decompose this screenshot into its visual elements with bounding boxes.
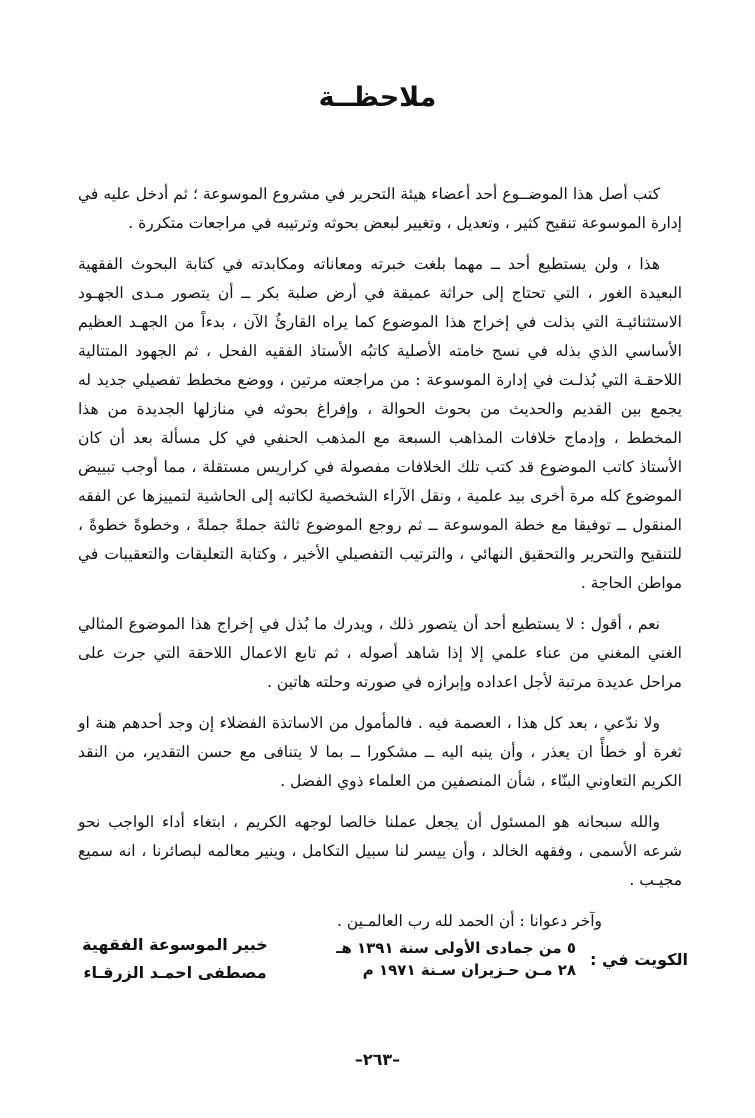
dates <box>336 937 576 981</box>
date-gregorian: ٢٨ مـن حـزيران سـنة ١٩٧١ م <box>362 961 577 979</box>
footer <box>60 925 688 995</box>
paragraph-humility: ولا ندّعي ، بعد كل هذا ، العصمة فيه . فالمأمول من الاساتذة الفضلاء إن وجد أحدهم هنة او ثغرة أو خطأً ان يعذر ، وأن ينبه اليه ــ مشكورا ــ بما لا يتنافى مع حسن التقدير، من النقد الكريم التعاوني البنّاء ، شأن المنصفين من العلماء ذوي الفضل . <box>78 714 682 790</box>
page-title: ملاحظــة <box>318 82 437 113</box>
page-number: –٢٦٣– <box>354 1050 401 1069</box>
place-label: الكويت في : <box>590 949 688 969</box>
signature-name: مصطفى احمـد الزرقـاء <box>83 963 267 982</box>
paragraph-affirmation: نعم ، أقول : لا يستطيع أحد أن يتصور ذلك ، ويدرك ما بُذل في إخراج هذا الموضوع المثالي الغني المغني من عناء علمي إلا إذا شاهد أصوله ، ثم تابع الاعمال اللاحقة التي جرت على مراحل عديدة مرتبة لأجل اعداده وإبرازه في صورته وحلته هاتين . <box>78 615 682 691</box>
signature-block <box>60 931 290 987</box>
place-date-block <box>336 937 688 981</box>
paragraph-effort: هذا ، ولن يستطيع أحد ــ مهما بلغت خبرته ومعاناته ومكابدته في كتابة البحوث الفقهية البعيدة الغور ، التي تحتاج إلى حراثة عميقة في أرض صلبة بكر ــ أن يتصور مـدى الجهـود الاستثنائيـة التي بذلت في إخراج هذا الموضوع كما يراه القارئُ الآن ، بدءاً من الجهـد العظيم الأساسي الذي بذله في نسج خامته الأصلية كاتبُه الأستاذ الفقيه الفحل ، ثم الجهود المتتالية اللاحقـة التي بُذلـت في إدارة الموسوعة : من مراجعته مرتين ، ووضع مخطط تفصيلي جديد له يجمع بين القديم والحديث من بحوث الحوالة ، وإفراغ بحوثه في منازلها الجديدة من هذا المخطط ، وإدماج خلافات المذاهب السبعة مع المذهب الحنفي في كل مسألة بعد أن كان الأستاذ كاتب الموضوع قد كتب تلك الخلافات مفصولة في كراريس مستقلة ، مما أوجب تبييض الموضوع كله مرة أخرى بيد علمية ، ونقل الآراء الشخصية لكاتبه إلى الحاشية لتمييزها عن الفقه المنقول ــ توفيقا مع خطة الموسوعة ــ ثم روجع الموضوع ثالثة جملةً جملةً ، وخطوةً خطوةً ، للتنقيح والتحرير والتحقيق النهائي ، والترتيب التفصيلي الأخير ، وكتابة التعليقات والتعقيبات في مواطن الحاجة . <box>78 255 682 592</box>
date-hijri: ٥ من جمادى الأولى سنة ١٣٩١ هـ <box>336 939 577 957</box>
signature-title: خبير الموسوعة الفقهية <box>82 935 268 954</box>
paragraph-prayer: والله سبحانه هو المسئول أن يجعل عملنا خالصا لوجهه الكريم ، ابتغاء أداء الواجب نحو شرعه الأسمى ، وفقهه الخالد ، وأن ييسر لنا سبيل التكامل ، وينير معالمه لبصائرنا ، انه سميع مجيـب . <box>78 813 682 889</box>
closing-line: وآخر دعوانا : أن الحمد لله رب العالمـين . <box>337 912 602 930</box>
paragraph-origin: كتب أصل هذا الموضــوع أحد أعضاء هيئة التحرير في مشروع الموسوعة ؛ ثم أدخل عليه في إدارة الموسوعة تنقيح كثير ، وتعديل ، وتغيير لبعض بحوثه وترتيبه في مراجعات متكررة . <box>78 185 682 232</box>
note-body <box>78 180 682 948</box>
